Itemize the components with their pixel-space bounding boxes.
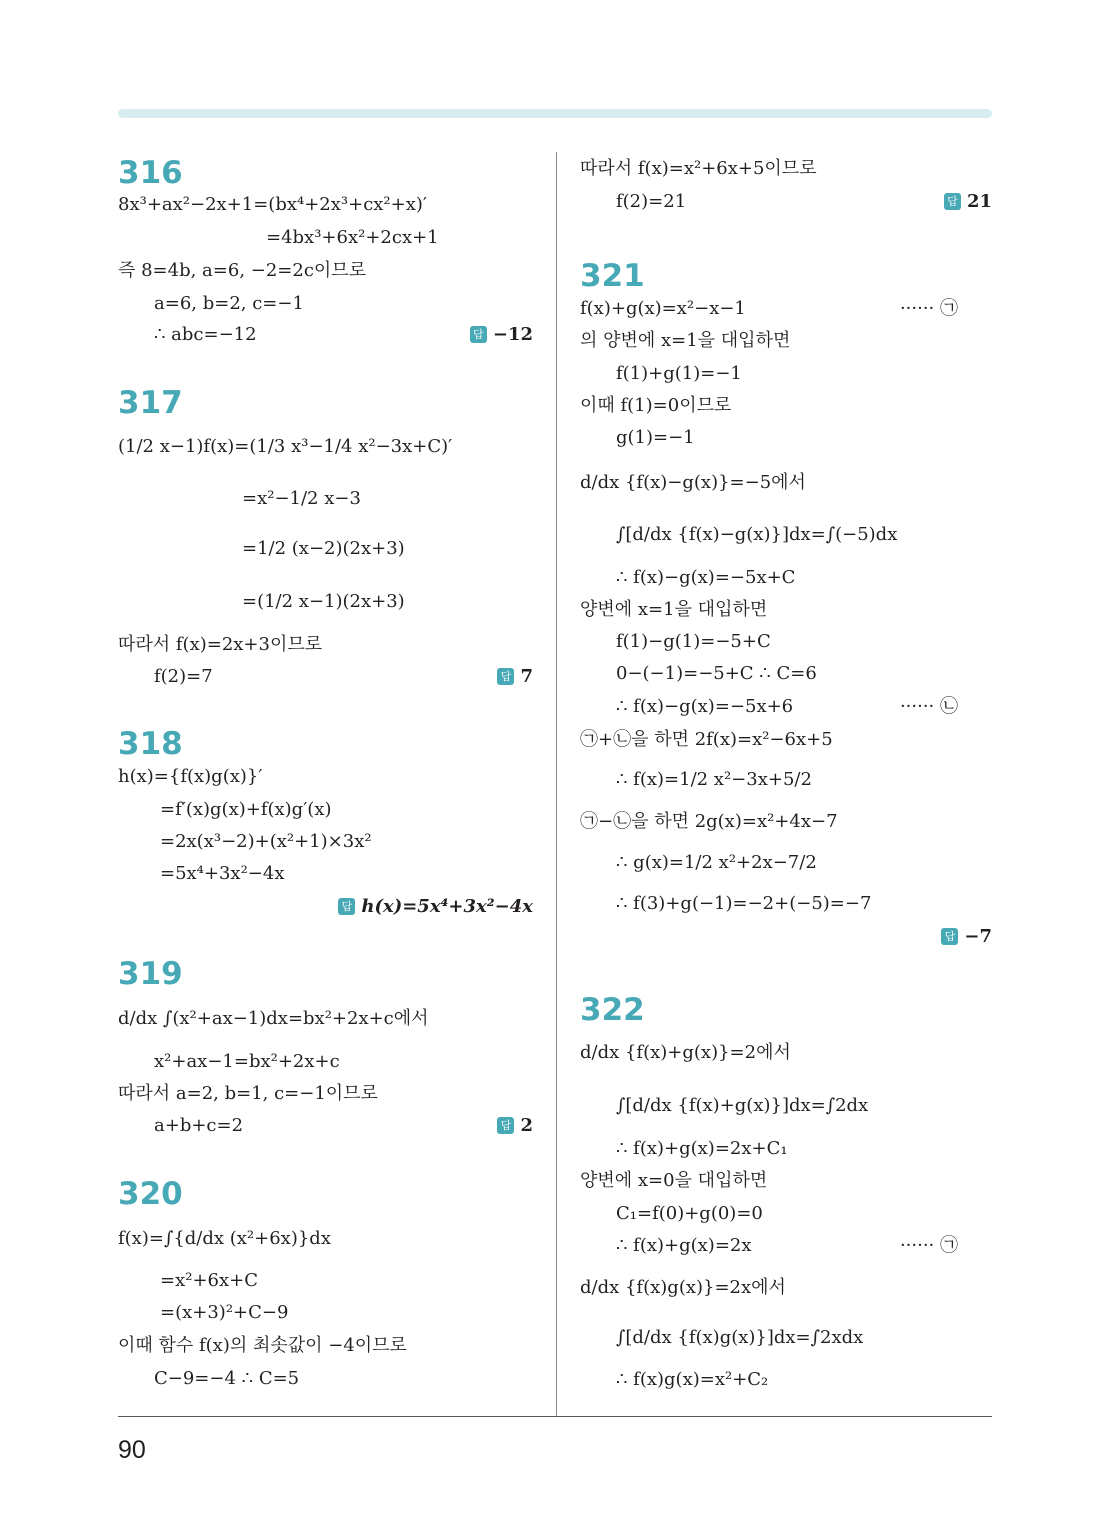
problem-number-316: 316 <box>118 155 183 191</box>
answer-319: 답 2 <box>497 1113 533 1139</box>
solution-line: =5x⁴+3x²−4x <box>160 863 285 884</box>
solution-line: =x²−1/2 x−3 <box>242 488 361 509</box>
solution-line: =x²+6x+C <box>160 1270 258 1291</box>
solution-line: =(x+3)²+C−9 <box>160 1302 289 1323</box>
solution-line: ㉠−㉡을 하면 2g(x)=x²+4x−7 <box>580 811 838 832</box>
answer-badge: 답 <box>338 898 355 915</box>
equation-marker: ······ ㉠ <box>899 1235 958 1256</box>
problem-number-320: 320 <box>118 1176 183 1212</box>
solution-line: ∴ g(x)=1/2 x²+2x−7/2 <box>616 852 817 873</box>
answer-badge: 답 <box>944 193 961 210</box>
solution-line: 즉 8=4b, a=6, −2=2c이므로 <box>118 260 367 281</box>
solution-line: 8x³+ax²−2x+1=(bx⁴+2x³+cx²+x)′ <box>118 194 427 215</box>
equation-marker: ······ ㉡ <box>899 696 958 717</box>
solution-line: f(1)+g(1)=−1 <box>616 363 742 384</box>
problem-number-322: 322 <box>580 992 645 1028</box>
solution-line: =4bx³+6x²+2cx+1 <box>266 227 439 248</box>
solution-line: 따라서 a=2, b=1, c=−1이므로 <box>118 1083 378 1104</box>
solution-line: ∴ f(3)+g(−1)=−2+(−5)=−7 <box>616 893 872 914</box>
solution-line: 양변에 x=1을 대입하면 <box>580 599 768 620</box>
solution-line: d/dx {f(x)+g(x)}=2에서 <box>580 1042 791 1063</box>
solution-line: =f′(x)g(x)+f(x)g′(x) <box>160 799 332 820</box>
answer-316: 답 −12 <box>470 322 533 348</box>
solution-line: 이때 함수 f(x)의 최솟값이 −4이므로 <box>118 1335 407 1356</box>
solution-line: 양변에 x=0을 대입하면 <box>580 1170 768 1191</box>
answer-320: 답 21 <box>944 189 992 215</box>
solution-line: 따라서 f(x)=x²+6x+5이므로 <box>580 158 817 179</box>
column-divider <box>556 152 557 1416</box>
problem-number-321: 321 <box>580 258 645 294</box>
solution-line: 0−(−1)=−5+C ∴ C=6 <box>616 663 817 684</box>
solution-line: ㉠+㉡을 하면 2f(x)=x²−6x+5 <box>580 729 833 750</box>
solution-line: ∴ abc=−12 <box>154 324 257 345</box>
top-decorative-bar <box>118 109 992 118</box>
solution-line: ∫[d/dx {f(x)−g(x)}]dx=∫(−5)dx <box>616 524 898 545</box>
solution-line: ∴ f(x)=1/2 x²−3x+5/2 <box>616 769 812 790</box>
solution-line: f(x)=∫{d/dx (x²+6x)}dx <box>118 1228 331 1249</box>
solution-line: ∴ f(x)g(x)=x²+C₂ <box>616 1369 769 1390</box>
solution-line: f(2)=7 <box>154 666 213 687</box>
problem-number-317: 317 <box>118 385 183 421</box>
solution-line: =(1/2 x−1)(2x+3) <box>242 591 405 612</box>
solution-line: f(x)+g(x)=x²−x−1 <box>580 298 746 319</box>
solution-line: h(x)={f(x)g(x)}′ <box>118 766 263 787</box>
solution-line: ∴ f(x)−g(x)=−5x+C <box>616 567 796 588</box>
page-number: 90 <box>118 1436 146 1464</box>
answer-318: 답 h(x)=5x⁴+3x²−4x <box>338 894 533 920</box>
solution-line: a+b+c=2 <box>154 1115 244 1136</box>
answer-badge: 답 <box>470 326 487 343</box>
solution-line: 의 양변에 x=1을 대입하면 <box>580 330 791 351</box>
problem-number-318: 318 <box>118 726 183 762</box>
solution-line: a=6, b=2, c=−1 <box>154 293 304 314</box>
solution-line: C₁=f(0)+g(0)=0 <box>616 1203 763 1224</box>
solution-line: d/dx {f(x)−g(x)}=−5에서 <box>580 472 806 493</box>
solution-line: C−9=−4 ∴ C=5 <box>154 1368 300 1389</box>
footer-rule <box>118 1416 992 1417</box>
answer-317: 답 7 <box>497 664 533 690</box>
solution-line: ∴ f(x)−g(x)=−5x+6 <box>616 696 794 717</box>
solution-line: f(1)−g(1)=−5+C <box>616 631 771 652</box>
solution-line: ∫[d/dx {f(x)+g(x)}]dx=∫2dx <box>616 1095 869 1116</box>
solution-line: 이때 f(1)=0이므로 <box>580 395 732 416</box>
problem-number-319: 319 <box>118 956 183 992</box>
solution-line: (1/2 x−1)f(x)=(1/3 x³−1/4 x²−3x+C)′ <box>118 436 453 457</box>
solution-line: g(1)=−1 <box>616 427 695 448</box>
solution-line: 따라서 f(x)=2x+3이므로 <box>118 634 323 655</box>
equation-marker: ······ ㉠ <box>899 298 958 319</box>
solution-line: ∴ f(x)+g(x)=2x <box>616 1235 752 1256</box>
solution-line: d/dx {f(x)g(x)}=2x에서 <box>580 1277 786 1298</box>
answer-badge: 답 <box>941 928 958 945</box>
solution-line: d/dx ∫(x²+ax−1)dx=bx²+2x+c에서 <box>118 1008 429 1029</box>
answer-badge: 답 <box>497 668 514 685</box>
solution-line: x²+ax−1=bx²+2x+c <box>154 1051 340 1072</box>
solution-line: ∴ f(x)+g(x)=2x+C₁ <box>616 1138 788 1159</box>
solution-line: ∫[d/dx {f(x)g(x)}]dx=∫2xdx <box>616 1327 864 1348</box>
solution-line: =1/2 (x−2)(2x+3) <box>242 538 405 559</box>
solution-line: =2x(x³−2)+(x²+1)×3x² <box>160 831 372 852</box>
answer-321: 답 −7 <box>941 924 992 950</box>
solution-line: f(2)=21 <box>616 191 687 212</box>
answer-badge: 답 <box>497 1117 514 1134</box>
